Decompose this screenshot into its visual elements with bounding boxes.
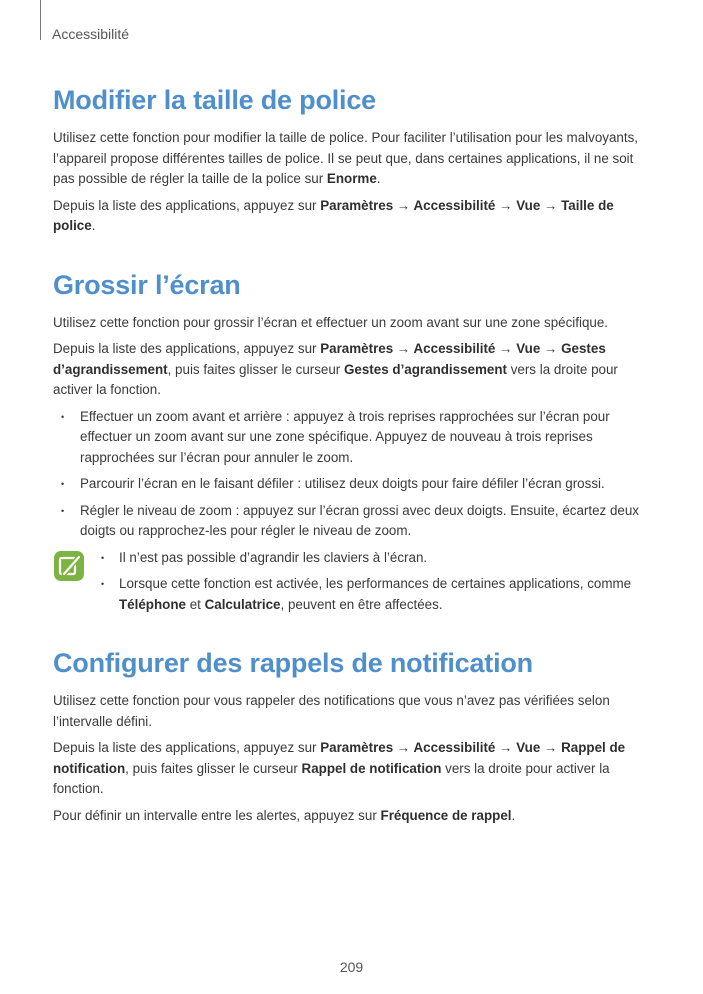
- paragraph: Depuis la liste des applications, appuyez sur Paramètres → Accessibilité → Vue → Gestes d’agrandissement, puis faites glisser le curseur Gestes d’agrandissement vers la droite pour activer la fonction.: [53, 341, 618, 397]
- menu-path: Paramètres → Accessibilité → Vue → Rappel de notification: [53, 740, 626, 776]
- section-magnify: [53, 267, 653, 616]
- menu-path: Paramètres → Accessibilité → Vue → Taille de police: [53, 197, 614, 233]
- paragraph: Utilisez cette fonction pour vous rappeler des notifications que vous n’avez pas vérifiées selon l’intervalle défini.: [53, 693, 610, 729]
- header-title: Accessibilité: [52, 26, 130, 42]
- section-title: Configurer des rappels de notification: [53, 648, 533, 678]
- note-list: [93, 548, 653, 616]
- paragraph: Utilisez cette fonction pour modifier la taille de police. Pour faciliter l’utilisation pour les malvoyants, l’appareil propose différentes tailles de police. Il se peut que, dans certaines applications, il ne soit pas possible de régler la taille de la police sur Enorme.: [53, 130, 638, 186]
- section-notification-reminder: [53, 645, 653, 826]
- list-item: • Régler le niveau de zoom : appuyez sur l’écran grossi avec deux doigts. Ensuite, écartez deux doigts ou rapprochez-les pour régler le niveau de zoom.: [53, 501, 653, 542]
- paragraph: Depuis la liste des applications, appuyez sur Paramètres → Accessibilité → Vue → Taille de police.: [53, 197, 614, 233]
- section-font-size: [53, 82, 653, 237]
- paragraph: Utilisez cette fonction pour grossir l’écran et effectuer un zoom avant sur une zone spécifique.: [53, 314, 609, 330]
- section-title: Grossir l’écran: [53, 269, 241, 300]
- menu-path: Paramètres → Accessibilité → Vue → Gestes d’agrandissement: [53, 341, 606, 377]
- paragraph: Pour définir un intervalle entre les alertes, appuyez sur Fréquence de rappel.: [53, 807, 516, 823]
- list-item: • Parcourir l’écran en le faisant défiler : utilisez deux doigts pour faire défiler l’écran grossi.: [53, 474, 653, 495]
- note-box: [53, 548, 653, 616]
- page-number: 209: [339, 959, 364, 975]
- list-item: • Lorsque cette fonction est activée, les performances de certaines applications, comme Téléphone et Calculatrice, peuvent en être affectées.: [93, 574, 653, 615]
- note-pen-icon: [53, 550, 85, 582]
- section-title: Modifier la taille de police: [53, 85, 376, 115]
- list-item: • Effectuer un zoom avant et arrière : appuyez à trois reprises rapprochées sur l’écran pour effectuer un zoom avant sur une zone spécifique. Appuyez de nouveau à trois reprises rapprochées sur l’écran pour annuler le zoom.: [53, 407, 653, 469]
- page-content: [53, 82, 653, 832]
- list-item: • Il n’est pas possible d’agrandir les claviers à l’écran.: [93, 548, 653, 569]
- bullet-list: [53, 407, 653, 542]
- paragraph: Depuis la liste des applications, appuyez sur Paramètres → Accessibilité → Vue → Rappel de notification, puis faites glisser le curseur Rappel de notification vers la droite pour activer la fonction.: [53, 740, 626, 796]
- header-edge-line: [40, 0, 41, 40]
